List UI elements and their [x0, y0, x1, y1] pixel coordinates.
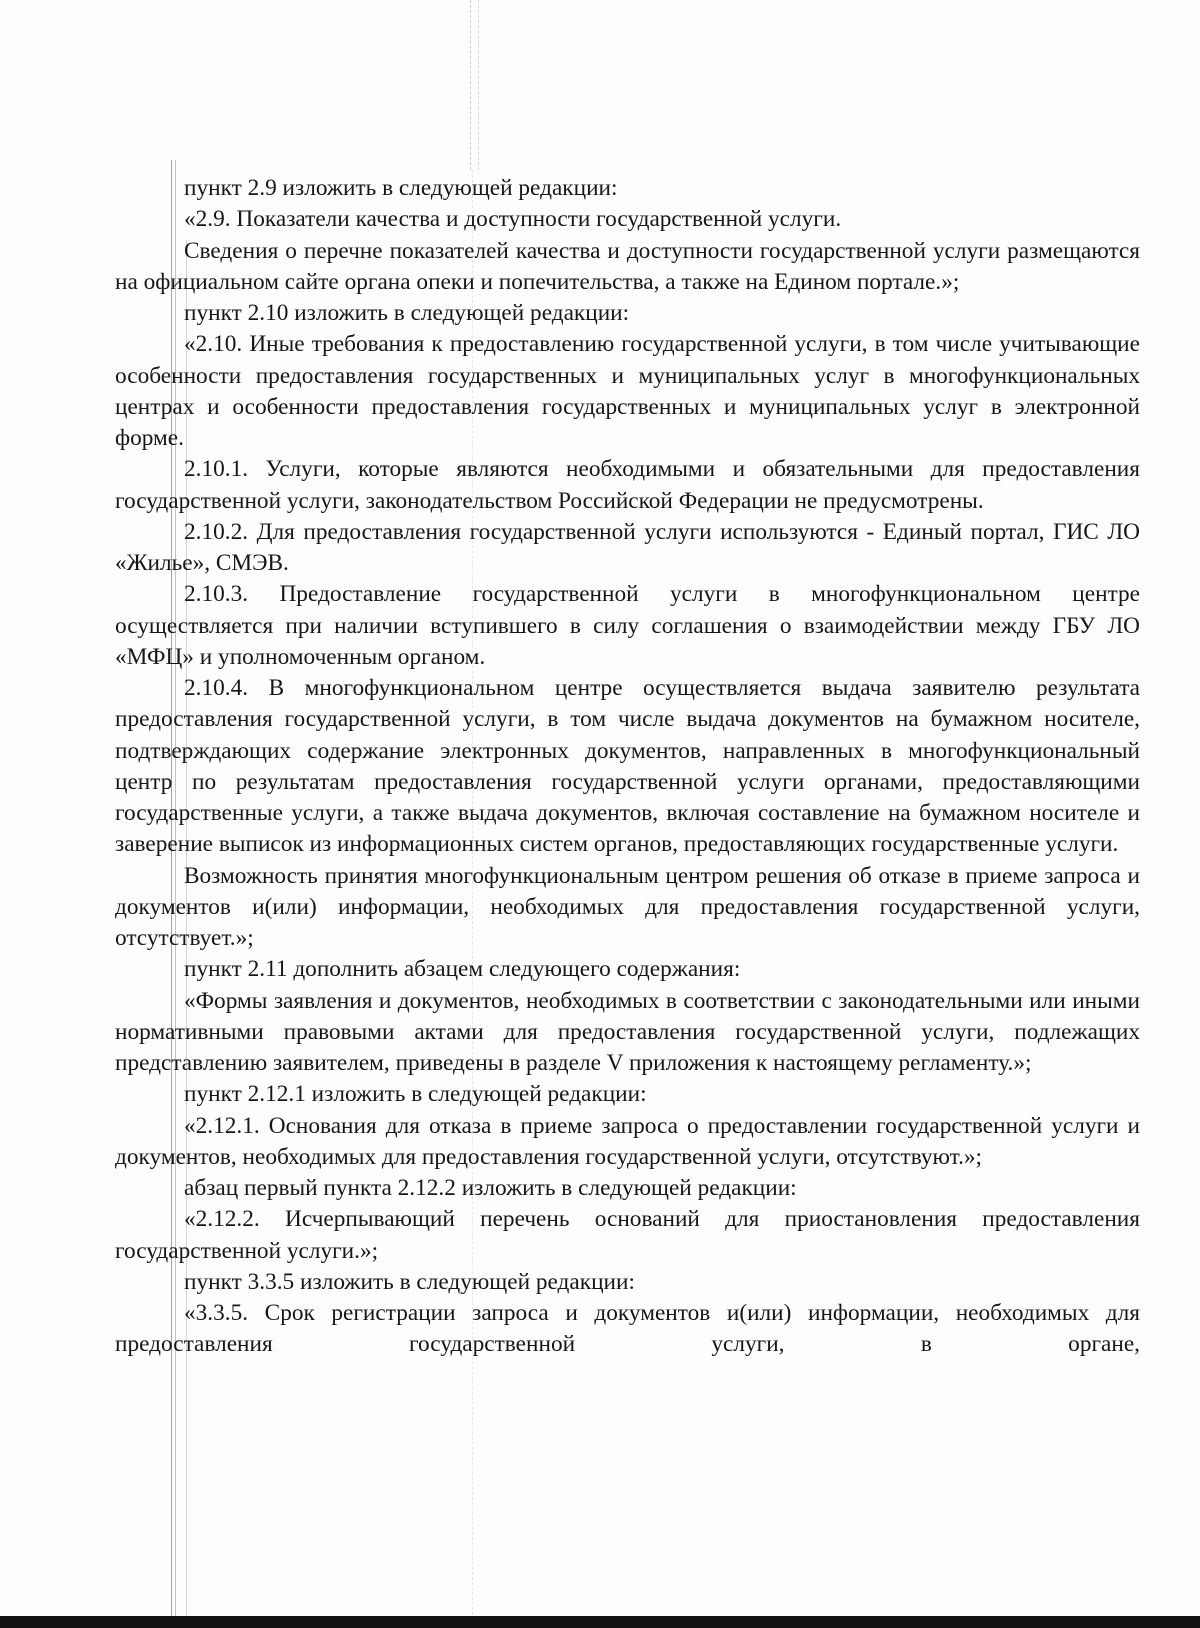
paragraph: Сведения о перечне показателей качества и доступности государственной услуги размещаются на официальном сайте органа опеки и попечительства, а также на Едином портале.»; — [115, 237, 1140, 295]
paragraph: пункт 3.3.5 изложить в следующей редакции: — [184, 1268, 635, 1295]
document-body — [115, 173, 1140, 1361]
paragraph: «2.10. Иные требования к предоставлению государственной услуги, в том числе учитывающие особенности предоставления государственных и муниципальных услуг в многофункциональных центрах и особенности предоставления государственных и муниципальных услуг в электронной форме. — [115, 331, 1140, 451]
paragraph: «2.12.1. Основания для отказа в приеме запроса о предоставлении государственной услуги и документов, необходимых для предоставления государственной услуги, отсутствуют.»; — [115, 1112, 1140, 1170]
paragraph: 2.10.1. Услуги, которые являются необходимыми и обязательными для предоставления государственной услуги, законодательством Российской Федерации не предусмотрены. — [115, 456, 1140, 514]
paragraph: Возможность принятия многофункциональным центром решения об отказе в приеме запроса и документов и(или) информации, необходимых для предоставления государственной услуги, отсутствует.»; — [115, 862, 1140, 951]
paragraph: 2.10.2. Для предоставления государственной услуги используются - Единый портал, ГИС ЛО «Жилье», СМЭВ. — [115, 518, 1140, 576]
paragraph: 2.10.3. Предоставление государственной услуги в многофункциональном центре осуществляется при наличии вступившего в силу соглашения о взаимодействии между ГБУ ЛО «МФЦ» и уполномоченным органом. — [115, 581, 1140, 670]
paragraph: «Формы заявления и документов, необходимых в соответствии с законодательными или иными нормативными правовыми актами для предоставления государственной услуги, подлежащих представлению заявителем, приведены в разделе V приложения к настоящему регламенту.»; — [115, 987, 1140, 1076]
paragraph: пункт 2.11 дополнить абзацем следующего содержания: — [184, 956, 741, 983]
paragraph: абзац первый пункта 2.12.2 изложить в следующей редакции: — [184, 1175, 797, 1201]
scan-bottom-edge — [0, 1616, 1200, 1628]
paragraph: пункт 2.12.1 изложить в следующей редакции: — [184, 1081, 647, 1108]
paragraph: 2.10.4. В многофункциональном центре осуществляется выдача заявителю результата предоставления государственной услуги, в том числе выдача документов на бумажном носителе, подтверждающих содержание электронных документов, направленных в многофункциональный центр по результатам предоставления государственной услуги органами, предоставляющими государственные услуги, а также выдача документов, включая составление на бумажном носителе и заверение выписок из информационных систем органов, предоставляющих государственные услуги. — [115, 675, 1140, 858]
paragraph: пункт 2.10 изложить в следующей редакции: — [184, 300, 630, 326]
paragraph: «2.12.2. Исчерпывающий перечень оснований для приостановления предоставления государственной услуги.»; — [115, 1206, 1140, 1264]
paragraph: «2.9. Показатели качества и доступности государственной услуги. — [184, 206, 842, 233]
paragraph: «3.3.5. Срок регистрации запроса и документов и(или) информации, необходимых для предоставления государственной услуги, в органе, — [115, 1300, 1140, 1358]
fold-mark — [470, 0, 472, 170]
paragraph: пункт 2.9 изложить в следующей редакции: — [184, 175, 618, 201]
fold-mark — [478, 0, 480, 170]
